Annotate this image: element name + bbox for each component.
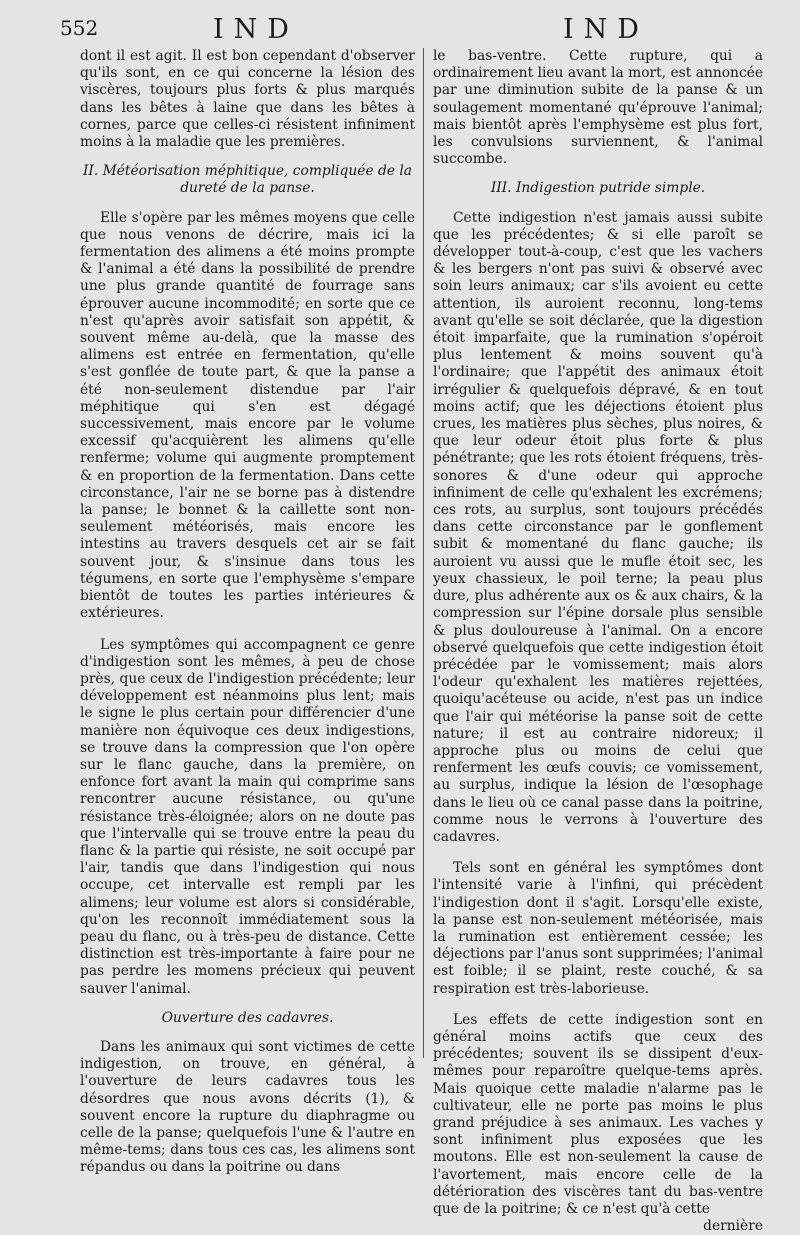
left-column	[80, 48, 415, 1176]
paragraph: Cette indigestion n'est jamais aussi subite que les précédentes; & si elle paroît se développer tout-à-coup, c'est que les vachers & les bergers n'ont pas suivi & observé avec soin leurs animaux; car s'ils avoient eu cette attention, ils auroient reconnu, long-tems avant qu'elle se soit déclarée, que la digestion étoit imparfaite, que la rumination s'opéroit plus lentement & moins souvent qu'à l'ordinaire; que l'appétit des animaux étoit irrégulier & quelquefois dépravé, & en tout moins actif; que les déjections étoient plus crues, les matières plus sèches, plus noires, & que leur odeur étoit plus forte & plus pénétrante; que les rots étoient fréquens, très-sonores & d'une odeur qui approche infiniment de celle qu'exhalent les excrémens; ces rots, au surplus, sont toujours précédés dans cette circonstance par le gonflement subit & momentané du flanc gauche; ils auroient vu aussi que le mufle étoit sec, les yeux chassieux, le poil terne; la peau plus dure, plus adhérente aux os & aux chairs, & la compression sur l'épine dorsale plus sensible & plus douloureuse à l'animal. On a encore observé quelquefois que cette indigestion étoit précédée par le vomissement; mais alors l'odeur qu'exhalent les matières rejettées, quoiqu'acéteuse ou acide, n'est pas un indice que l'air qui météorise la panse soit de cette nature; il est au contraire nidoreux; il approche plus ou moins de celui que renferment les œufs couvis; ce vomissement, au surplus, indique la lésion de l'œsophage dans le lieu où ce canal passe dans la poitrine, comme nous le verrons à l'ouverture des cadavres.	[433, 209, 763, 845]
paragraph: Elle s'opère par les mêmes moyens que celle que nous venons de décrire, mais ici la fermentation des alimens a été moins prompte & l'animal a été dans la possibilité de prendre une plus grande quantité de fourrage sans éprouver aucune incommodité; en sorte que ce n'est qu'après avoir satisfait son appétit, & souvent même au-delà, que la masse des alimens est entrée en fermentation, qu'elle s'est gonflée de toute part, & que la panse a été non-seulement distendue par l'air méphitique qui s'en est dégagé successivement, mais encore par le volume excessif qu'acquièrent les alimens qu'elle renferme; volume qui augmente promptement & en proportion de la fermentation. Dans cette circonstance, l'air ne se borne pas à distendre la panse; le bonnet & la caillette sont non-seulement météorisés, mais encore les intestins au travers desquels cet air se fait souvent jour, & s'insinue dans tous les tégumens, en sorte que l'emphysème s'empare bientôt de toutes les parties intérieures & extérieures.	[80, 209, 415, 622]
page-number: 552	[60, 16, 99, 40]
right-column	[433, 48, 763, 1235]
paragraph: Les effets de cette indigestion sont en général moins actifs que ceux des précédentes; souvent ils se dissipent d'eux-mêmes pour reparoître quelque-tems après. Mais quoique cette maladie n'alarme pas le cultivateur, elle ne porte pas moins le plus grand préjudice à ses animaux. Les vaches y sont infiniment plus exposées que les moutons. Elle est non-seulement la cause de l'avortement, mais encore celle de la détérioration des viscères tant du bas-ventre que de la poitrine; & ce n'est qu'à cette	[433, 1011, 763, 1217]
subheading: Ouverture des cadavres.	[161, 1009, 334, 1026]
section-heading: III. Indigestion putride simple.	[490, 180, 706, 197]
paragraph: Les symptômes qui accompagnent ce genre d'indigestion sont les mêmes, à peu de chose près, que ceux de l'indigestion précédente; leur développement est néanmoins plus lent; mais le signe le plus certain pour différencier d'une manière non équivoque ces deux indigestions, se trouve dans la compression que l'on opère sur le flanc gauche, dans la première, on enfonce fort avant la main qui comprime sans rencontrer aucune résistance, ou qu'une résistance très-éloignée; alors on ne doute pas que l'intervalle qui se trouve entre la peau du flanc & la partie qui résiste, ne soit occupé par l'air, tandis que dans l'indigestion qui nous occupe, cet intervalle est rempli par les alimens; leur volume est alors si considérable, qu'on les reconnoît immédiatement sous la peau du flanc, ou à très-peu de distance. Cette distinction est très-importante à faire pour ne pas perdre les momens précieux qui peuvent sauver l'animal.	[80, 636, 415, 997]
paragraph: le bas-ventre. Cette rupture, qui a ordinairement lieu avant la mort, est annoncée par une diminution subite de la panse & un soulagement momentané qu'éprouve l'animal; mais bientôt après l'emphysème est plus fort, les convulsions surviennent, & l'animal succombe.	[433, 48, 763, 168]
paragraph: Tels sont en général les symptômes dont l'intensité varie à l'infini, qui précèdent l'indigestion dont il s'agit. Lorsqu'elle existe, la panse est non-seulement météorisée, mais la rumination est entièrement cessée; les déjections par l'anus sont supprimées; l'animal est foible; il se plaint, reste couché, & sa respiration est très-laborieuse.	[433, 860, 763, 997]
running-head-left: IND	[213, 14, 299, 45]
catchword: dernière	[703, 1218, 763, 1235]
column-divider	[423, 48, 424, 1058]
paragraph: Dans les animaux qui sont victimes de cette indigestion, on trouve, en général, à l'ouverture de leurs cadavres tous les désordres que nous avons décrits (1), & souvent encore la rupture du diaphragme ou celle de la panse; quelquefois l'une & l'autre en même-tems; dans tous ces cas, les alimens sont répandus ou dans la poitrine ou dans	[80, 1038, 415, 1176]
paragraph: dont il est agit. Il est bon cependant d'observer qu'ils sont, en ce qui concerne la lésion des viscères, toujours plus forts & plus marqués dans les bêtes à laine que dans les bêtes à cornes, parce que celles-ci résistent infiniment moins à la maladie que les premières.	[80, 48, 415, 151]
running-head-right: IND	[563, 14, 649, 45]
section-heading: II. Météorisation méphitique, compliquée de la dureté de la panse.	[82, 163, 413, 197]
page-header	[0, 10, 800, 50]
